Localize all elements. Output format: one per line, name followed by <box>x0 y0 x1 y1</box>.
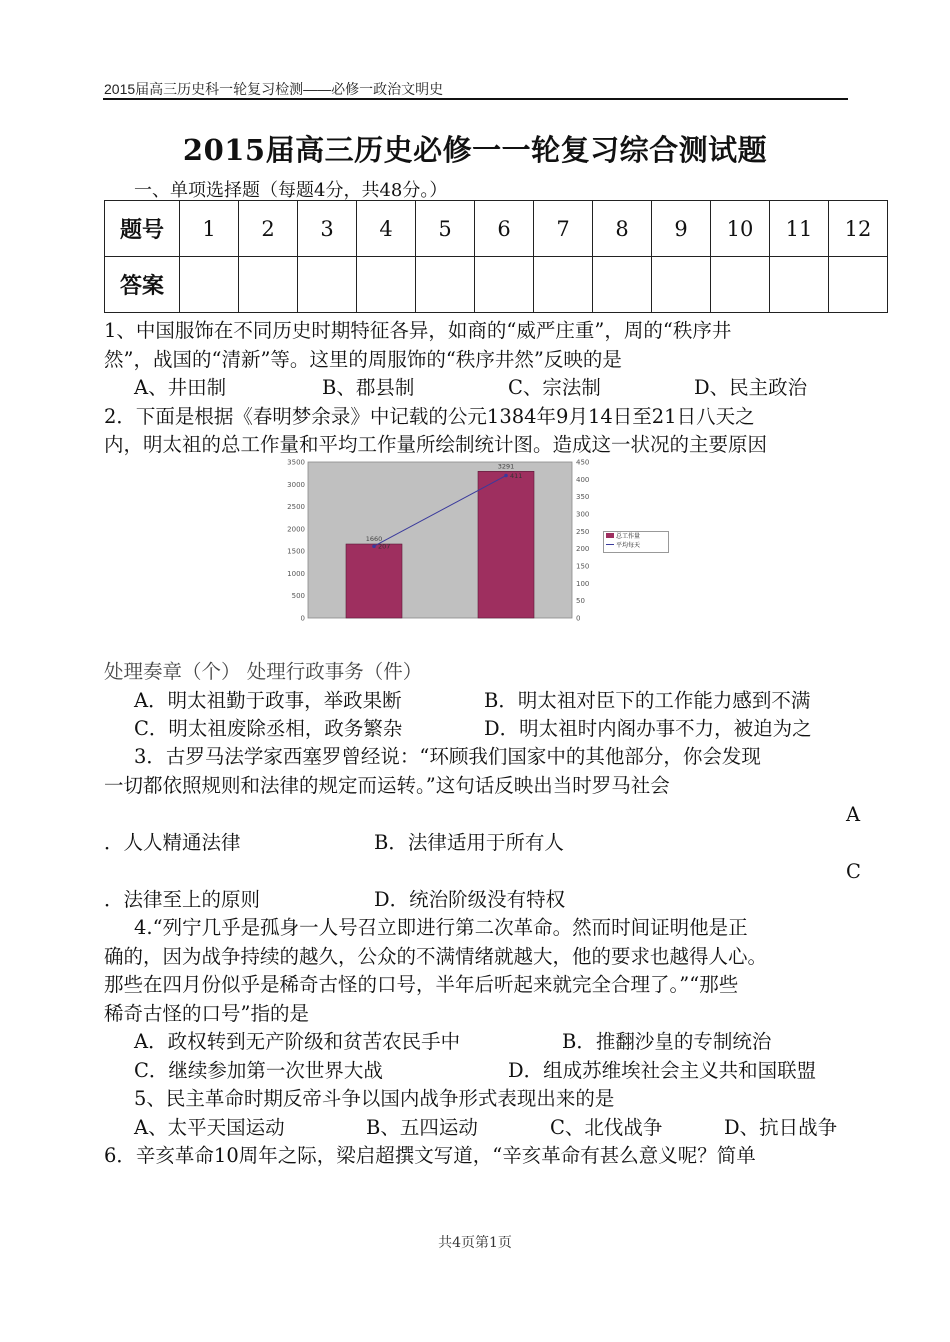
legend-item-line <box>604 541 668 550</box>
answer-table <box>104 200 888 313</box>
bar-data-label: 1660 <box>365 535 383 544</box>
q1-option: D、民主政治 <box>694 376 808 399</box>
q2-option-b: B．明太祖对臣下的工作能力感到不满 <box>484 689 811 712</box>
question-number: 4 <box>357 201 416 257</box>
right-axis-tick-label: 150 <box>576 562 590 571</box>
question-number: 5 <box>416 201 475 257</box>
table-row <box>105 257 888 313</box>
q5-option: D、抗日战争 <box>724 1116 838 1139</box>
q3-option-a-text: ．人人精通法律 <box>104 831 241 854</box>
table-row-label: 答案 <box>105 257 180 313</box>
right-axis-tick-label: 350 <box>576 493 590 502</box>
right-axis-tick-label: 400 <box>576 475 590 484</box>
answer-cell[interactable] <box>298 257 357 313</box>
q5-option: A、太平天国运动 <box>134 1116 285 1139</box>
bar-data-label: 3291 <box>497 462 515 471</box>
q2-option-a: A．明太祖勤于政事，举政果断 <box>134 689 402 712</box>
answer-cell[interactable] <box>416 257 475 313</box>
q6-text-line: 6．辛亥革命10周年之际，梁启超撰文写道，“辛亥革命有甚么意义呢？简单 <box>104 1144 756 1167</box>
q1-option: A、井田制 <box>134 376 227 399</box>
q3-option-d: D．统治阶级没有特权 <box>374 888 566 911</box>
answer-cell[interactable] <box>534 257 593 313</box>
q3-option-a-letter: A <box>846 803 861 826</box>
page-header: 2015届高三历史科一轮复习检测——必修一政治文明史 <box>104 81 444 97</box>
answer-cell[interactable] <box>239 257 298 313</box>
q4-option-c: C．继续参加第一次世界大战 <box>134 1059 383 1082</box>
legend-label: 总工作量 <box>616 533 641 540</box>
answer-cell[interactable] <box>593 257 652 313</box>
table-row-label: 题号 <box>105 201 180 257</box>
answer-cell[interactable] <box>711 257 770 313</box>
q4-option-b: B．推翻沙皇的专制统治 <box>562 1030 772 1053</box>
left-axis-tick-label: 3000 <box>287 480 305 489</box>
q4-option-a: A．政权转到无产阶级和贫苦农民手中 <box>134 1030 461 1053</box>
q2-text-line: 内，明太祖的总工作量和平均工作量所绘制统计图。造成这一状况的主要原因 <box>104 433 768 456</box>
legend-swatch-bar <box>606 533 614 538</box>
answer-cell[interactable] <box>180 257 239 313</box>
q3-option-c-letter: C <box>846 860 861 883</box>
right-axis-tick-label: 200 <box>576 545 590 554</box>
question-number: 9 <box>652 201 711 257</box>
answer-cell[interactable] <box>829 257 888 313</box>
answer-cell[interactable] <box>652 257 711 313</box>
chart-legend <box>603 531 669 553</box>
right-axis-tick-label: 100 <box>576 579 590 588</box>
legend-label: 平均每天 <box>616 542 641 549</box>
workload-chart <box>272 458 612 624</box>
page-footer: 共4页第1页 <box>438 1235 512 1251</box>
q1-option: C、宗法制 <box>508 376 601 399</box>
question-number: 7 <box>534 201 593 257</box>
q4-text-line: 那些在四月份似乎是稀奇古怪的口号，半年后听起来就完全合理了。”“那些 <box>104 973 739 996</box>
q3-text-line: 3．古罗马法学家西塞罗曾经说：“环顾我们国家中的其他部分，你会发现 <box>134 745 761 768</box>
question-number: 2 <box>239 201 298 257</box>
left-axis-tick-label: 1000 <box>287 569 305 578</box>
q1-option: B、郡县制 <box>322 376 415 399</box>
line-point <box>372 544 376 548</box>
answer-cell[interactable] <box>475 257 534 313</box>
q2-option-c: C．明太祖废除丞相，政务繁杂 <box>134 717 403 740</box>
page-title: 2015届高三历史必修一一轮复习综合测试题 <box>182 133 768 167</box>
question-number: 1 <box>180 201 239 257</box>
line-data-label: 207 <box>378 542 391 551</box>
right-axis-tick-label: 0 <box>576 614 581 623</box>
left-axis-tick-label: 3500 <box>287 458 305 467</box>
right-axis-tick-label: 450 <box>576 458 590 467</box>
q5-option: B、五四运动 <box>366 1116 478 1139</box>
bar <box>478 471 534 618</box>
question-number: 3 <box>298 201 357 257</box>
chart-caption: 处理奏章（个） 处理行政事务（件） <box>104 660 423 683</box>
header-divider <box>103 98 848 100</box>
question-number: 10 <box>711 201 770 257</box>
q2-option-d: D．明太祖时内阁办事不力，被迫为之 <box>484 717 812 740</box>
answer-cell[interactable] <box>770 257 829 313</box>
section-heading: 一、单项选择题（每题4分，共48分。） <box>134 180 448 201</box>
q4-text-line: 稀奇古怪的口号”指的是 <box>104 1002 309 1025</box>
line-data-label: 411 <box>510 472 523 481</box>
left-axis-tick-label: 0 <box>300 614 305 623</box>
line-point <box>504 474 508 478</box>
chart-svg <box>272 458 612 624</box>
left-axis-tick-label: 2500 <box>287 503 305 512</box>
q5-option: C、北伐战争 <box>550 1116 663 1139</box>
question-number: 12 <box>829 201 888 257</box>
q4-option-d: D．组成苏维埃社会主义共和国联盟 <box>508 1059 817 1082</box>
left-axis-tick-label: 500 <box>291 592 305 601</box>
bar <box>346 544 402 618</box>
answer-cell[interactable] <box>357 257 416 313</box>
right-axis-tick-label: 250 <box>576 527 590 536</box>
right-axis-tick-label: 50 <box>576 597 585 606</box>
q3-option-b: B．法律适用于所有人 <box>374 831 564 854</box>
question-number: 11 <box>770 201 829 257</box>
question-number: 8 <box>593 201 652 257</box>
q4-text-line: 确的，因为战争持续的越久，公众的不满情绪就越大，他的要求也越得人心。 <box>104 945 768 968</box>
left-axis-tick-label: 1500 <box>287 547 305 556</box>
question-number: 6 <box>475 201 534 257</box>
legend-swatch-line <box>606 544 614 545</box>
table-row <box>105 201 888 257</box>
q1-text-line: 1、中国服饰在不同历史时期特征各异，如商的“威严庄重”，周的“秩序井 <box>104 319 732 342</box>
left-axis-tick-label: 2000 <box>287 525 305 534</box>
q5-text-line: 5、民主革命时期反帝斗争以国内战争形式表现出来的是 <box>134 1087 615 1110</box>
legend-item-bar <box>604 532 668 541</box>
q3-option-c-text: ．法律至上的原则 <box>104 888 261 911</box>
right-axis-tick-label: 300 <box>576 510 590 519</box>
q4-text-line: 4.“列宁几乎是孤身一人号召立即进行第二次革命。然而时间证明他是正 <box>134 916 748 939</box>
q2-text-line: 2．下面是根据《春明梦余录》中记载的公元1384年9月14日至21日八天之 <box>104 405 755 428</box>
q1-text-line: 然”，战国的“清新”等。这里的周服饰的“秩序井然”反映的是 <box>104 348 622 371</box>
q3-text-line: 一切都依照规则和法律的规定而运转。”这句话反映出当时罗马社会 <box>104 774 670 797</box>
